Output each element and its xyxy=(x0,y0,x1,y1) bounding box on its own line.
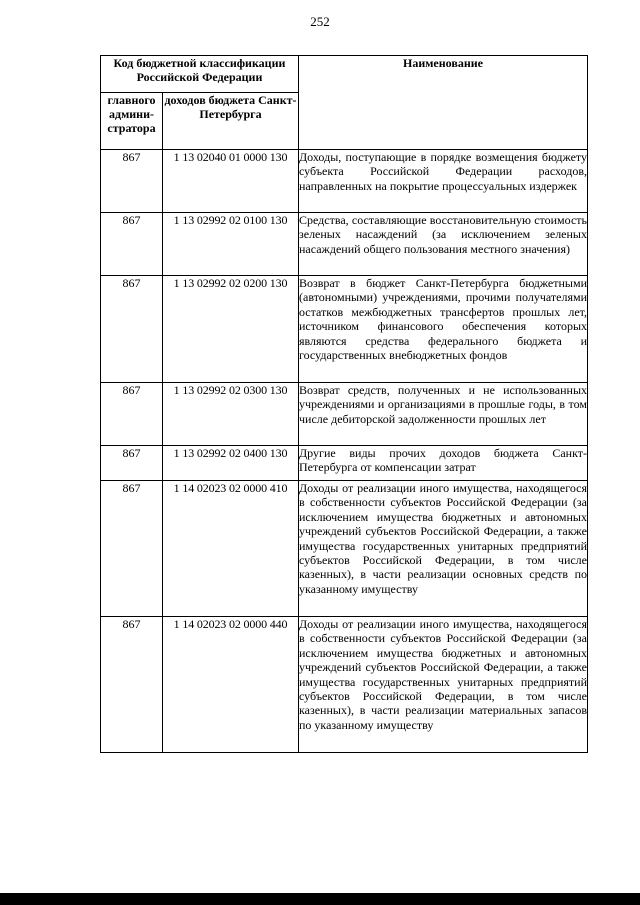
income-code-cell: 1 13 02992 02 0200 130 xyxy=(163,276,299,383)
table-row xyxy=(101,481,588,617)
income-name-cell: Возврат в бюджет Санкт-Петербурга бюджетными (автономными) учреждениями, прочими получателями остатков межбюджетных трансфертов прошлых лет, источником финансового обеспечения которых являются средства федерального бюджета и государственных внебюджетных фондов xyxy=(299,276,588,383)
admin-code-cell: 867 xyxy=(101,150,163,213)
income-code-cell: 1 13 02992 02 0400 130 xyxy=(163,446,299,481)
table-row xyxy=(101,150,588,213)
admin-code-cell: 867 xyxy=(101,213,163,276)
admin-code-cell: 867 xyxy=(101,481,163,617)
table-row xyxy=(101,213,588,276)
income-name-cell: Средства, составляющие восстановительную стоимость зеленых насаждений (за исключением зеленых насаждений общего пользования местного значения) xyxy=(299,213,588,276)
income-name-cell: Доходы, поступающие в порядке возмещения бюджету субъекта Российской Федерации расходов, направленных на покрытие процессуальных издержек xyxy=(299,150,588,213)
budget-classification-table xyxy=(100,55,588,753)
admin-code-cell: 867 xyxy=(101,276,163,383)
header-code-group: Код бюджетной классификации Российской Федерации xyxy=(101,56,299,93)
admin-code-cell: 867 xyxy=(101,446,163,481)
income-code-cell: 1 13 02992 02 0300 130 xyxy=(163,383,299,446)
income-code-cell: 1 13 02040 01 0000 130 xyxy=(163,150,299,213)
income-name-cell: Доходы от реализации иного имущества, находящегося в собственности субъектов Российской Федерации (за исключением имущества бюджетных и автономных учреждений субъектов Российской Федерации, а также имущества государственных унитарных предприятий субъектов Российской Федерации, в том числе казенных), в части реализации материальных запасов по указанному имуществу xyxy=(299,617,588,753)
table-row xyxy=(101,383,588,446)
admin-code-cell: 867 xyxy=(101,617,163,753)
header-income: доходов бюджета Санкт-Петербурга xyxy=(163,93,299,150)
table-row xyxy=(101,617,588,753)
income-name-cell: Возврат средств, полученных и не использованных учреждениями и организациями в прошлые годы, в том числе дебиторской задолженности прошлых лет xyxy=(299,383,588,446)
admin-code-cell: 867 xyxy=(101,383,163,446)
header-name: Наименование xyxy=(299,56,588,150)
income-code-cell: 1 14 02023 02 0000 440 xyxy=(163,617,299,753)
income-name-cell: Другие виды прочих доходов бюджета Санкт-Петербурга от компенсации затрат xyxy=(299,446,588,481)
income-code-cell: 1 14 02023 02 0000 410 xyxy=(163,481,299,617)
scan-edge-bar xyxy=(0,893,640,905)
header-admin: главного админи-стратора xyxy=(101,93,163,150)
table-row xyxy=(101,446,588,481)
income-name-cell: Доходы от реализации иного имущества, находящегося в собственности субъектов Российской Федерации (за исключением имущества бюджетных и автономных учреждений субъектов Российской Федерации, а также имущества государственных унитарных предприятий субъектов Российской Федерации, в том числе казенных), в части реализации основных средств по указанному имуществу xyxy=(299,481,588,617)
table-row xyxy=(101,276,588,383)
page-number: 252 xyxy=(310,14,330,29)
income-code-cell: 1 13 02992 02 0100 130 xyxy=(163,213,299,276)
